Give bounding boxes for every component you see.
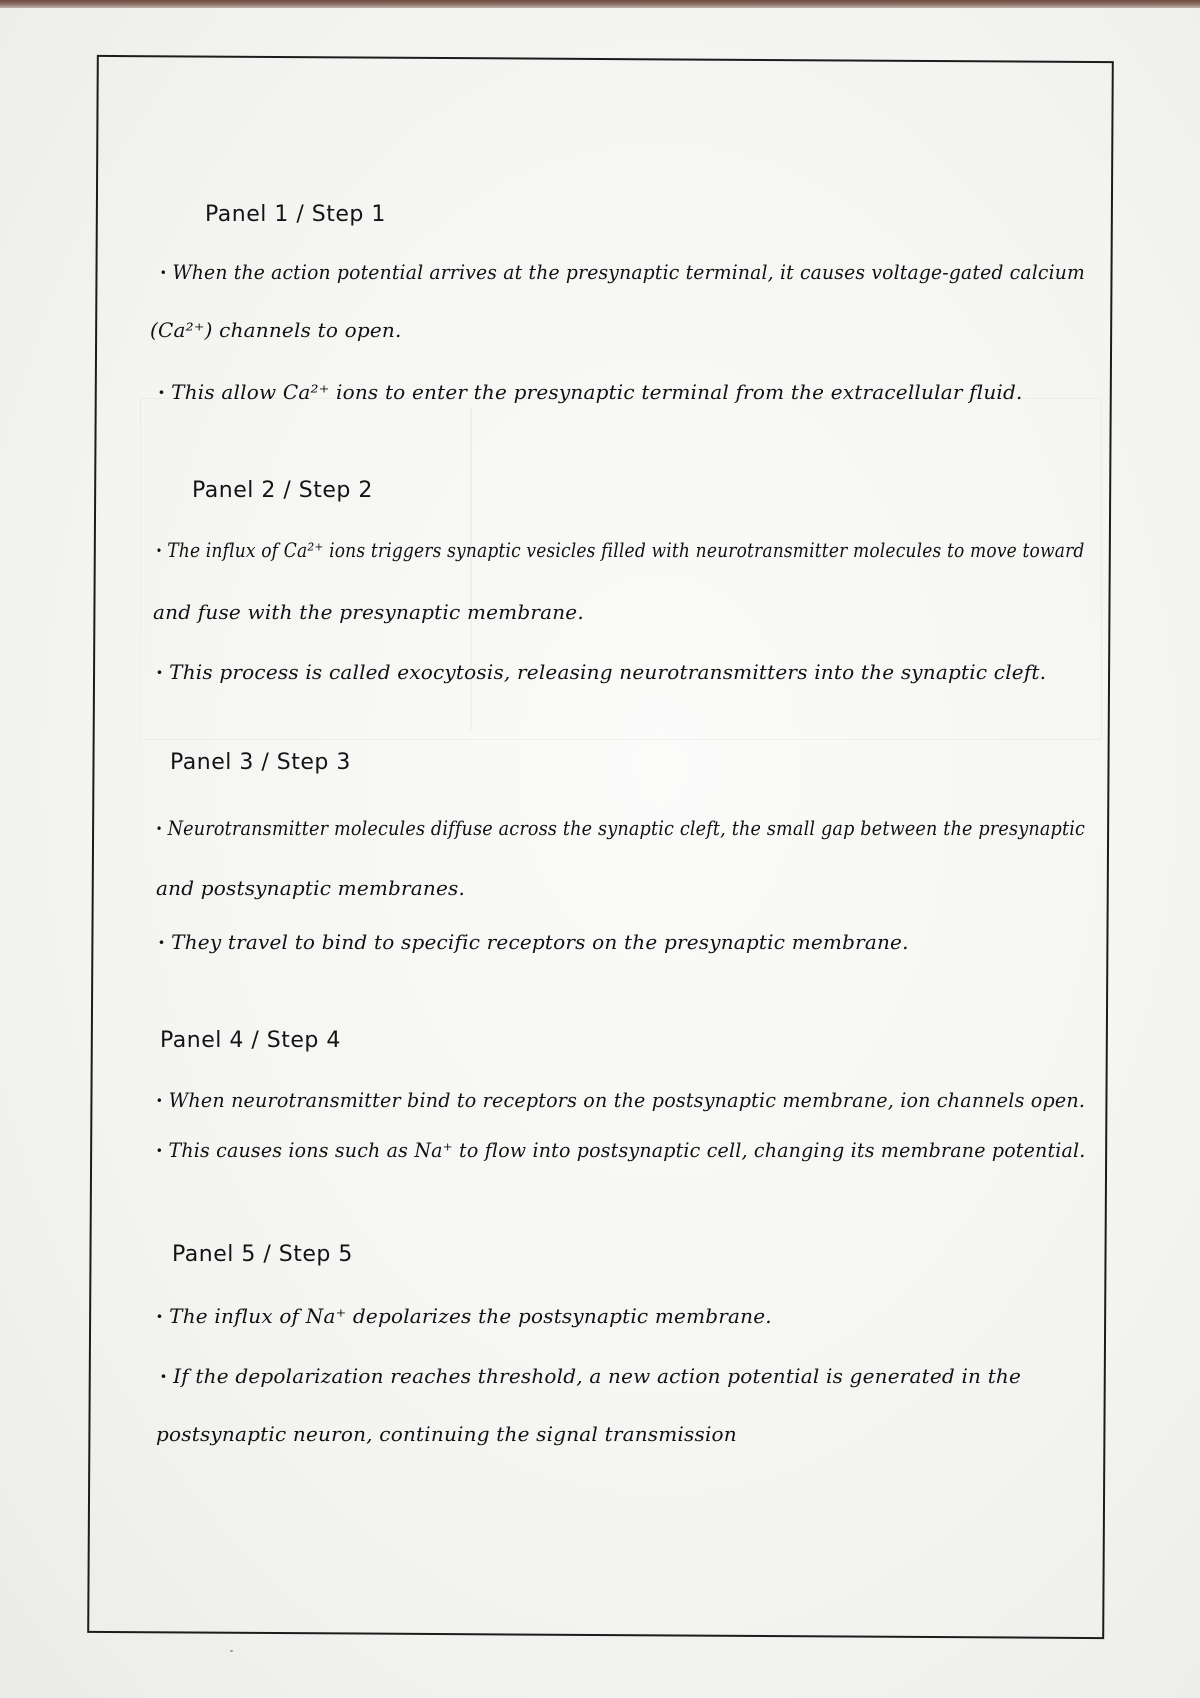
panel-3-line-3: · They travel to bind to specific receptors on the presynaptic membrane. [158,930,909,954]
paper-sheet [0,8,1200,1698]
bullet-marker: · [158,380,166,404]
panel-1-heading: Panel 1 / Step 1 [205,202,386,227]
bullet-marker: · [156,1138,163,1162]
panel-1-line-2: (Ca²⁺) channels to open. [150,318,402,342]
panel-4-line-2: · This causes ions such as Na⁺ to flow into postsynaptic cell, changing its membrane potential. [156,1138,1086,1162]
panel-2-line-1: · The influx of Ca²⁺ ions triggers synaptic vesicles filled with neurotransmitter molecules to move toward [156,538,1085,562]
panel-1-line-1: · When the action potential arrives at the presynaptic terminal, it causes voltage-gated calcium [160,260,1085,284]
panel-2-line-2: and fuse with the presynaptic membrane. [153,600,584,624]
panel-5-heading: Panel 5 / Step 5 [172,1242,353,1267]
panel-5-line-2: · If the depolarization reaches threshold, a new action potential is generated in the [160,1364,1022,1388]
bullet-marker: · [156,538,163,562]
panel-5-line-1: · The influx of Na⁺ depolarizes the postsynaptic membrane. [156,1304,772,1328]
page-border-frame [87,55,1114,1639]
paper-speck [230,1650,233,1652]
bullet-marker: · [160,260,167,284]
bullet-marker: · [156,660,164,684]
panel-3-line-1: · Neurotransmitter molecules diffuse across the synaptic cleft, the small gap between the presynaptic [156,816,1086,840]
bullet-marker: · [156,816,163,840]
bullet-marker: · [156,1088,163,1112]
panel-4-heading: Panel 4 / Step 4 [160,1028,341,1053]
panel-2-line-3: · This process is called exocytosis, releasing neurotransmitters into the synaptic cleft. [156,660,1047,684]
bullet-marker: · [160,1364,168,1388]
panel-5-line-3: postsynaptic neuron, continuing the signal transmission [156,1422,737,1446]
bullet-marker: · [158,930,166,954]
panel-1-line-3: · This allow Ca²⁺ ions to enter the presynaptic terminal from the extracellular fluid. [158,380,1023,404]
bullet-marker: · [156,1304,164,1328]
panel-2-heading: Panel 2 / Step 2 [192,478,373,503]
panel-3-line-2: and postsynaptic membranes. [156,876,466,900]
panel-3-heading: Panel 3 / Step 3 [170,750,351,775]
panel-4-line-1: · When neurotransmitter bind to receptors on the postsynaptic membrane, ion channels open. [156,1088,1086,1112]
